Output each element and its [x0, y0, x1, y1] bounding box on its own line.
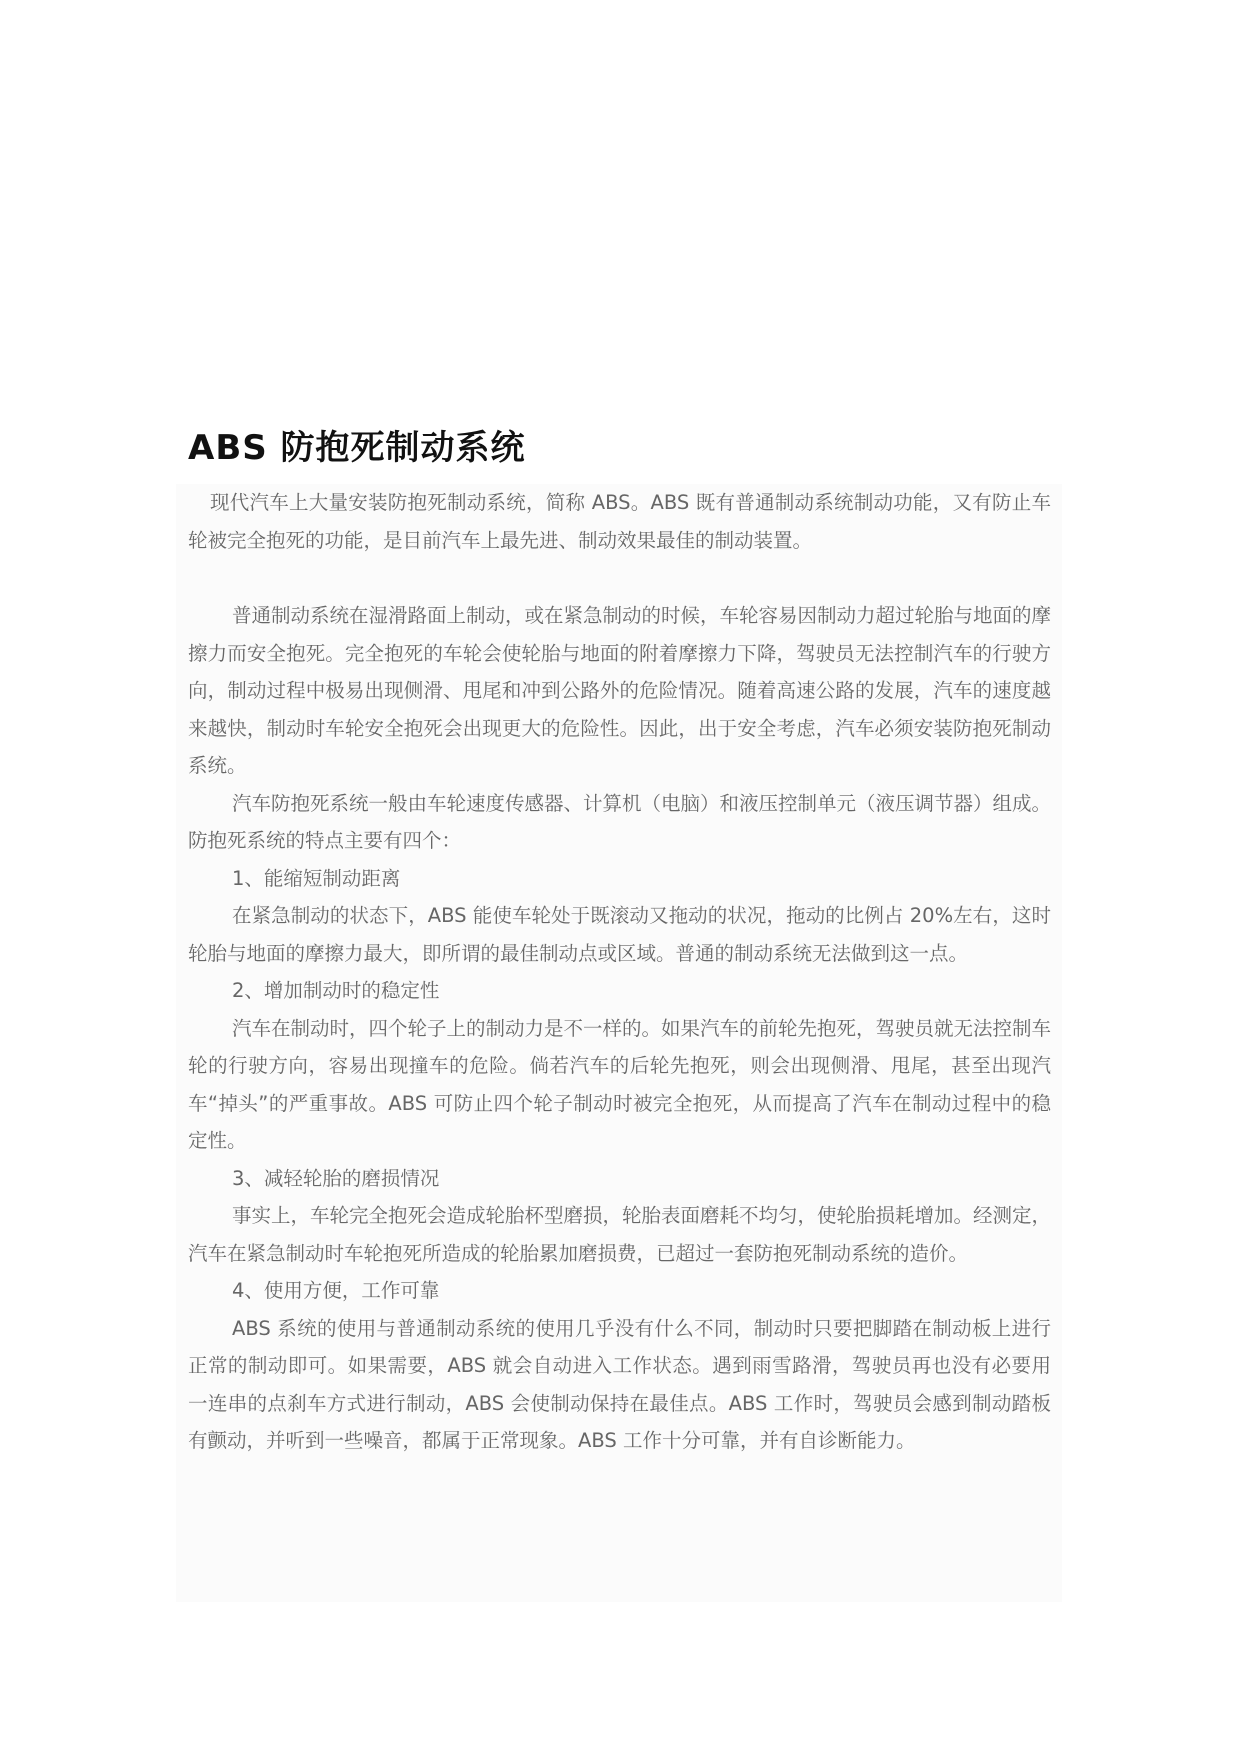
paragraph-intro: 现代汽车上大量安装防抱死制动系统，简称 ABS。ABS 既有普通制动系统制动功能，又有防止车轮被完全抱死的功能，是目前汽车上最先进、制动效果最佳的制动装置。	[188, 491, 1051, 552]
paragraph-body: 普通制动系统在湿滑路面上制动，或在紧急制动的时候，车轮容易因制动力超过轮胎与地面的摩擦力而安全抱死。完全抱死的车轮会使轮胎与地面的附着摩擦力下降，驾驶员无法控制汽车的行驶方向，制动过程中极易出现侧滑、甩尾和冲到公路外的危险情况。随着高速公路的发展，汽车的速度越来越快，制动时车轮安全抱死会出现更大的危险性。因此，出于安全考虑，汽车必须安装防抱死制动系统。	[188, 604, 1052, 777]
section-heading: 4、使用方便，工作可靠	[232, 1279, 440, 1302]
paragraph-gap	[188, 559, 1051, 597]
paragraph-body: 汽车在制动时，四个轮子上的制动力是不一样的。如果汽车的前轮先抱死，驾驶员就无法控制车轮的行驶方向，容易出现撞车的危险。倘若汽车的后轮先抱死，则会出现侧滑、甩尾，甚至出现汽车“掉头”的严重事故。ABS 可防止四个轮子制动时被完全抱死，从而提高了汽车在制动过程中的稳定性。	[188, 1016, 1052, 1152]
section-heading: 2、增加制动时的稳定性	[232, 979, 440, 1002]
paragraph-body: ABS 系统的使用与普通制动系统的使用几乎没有什么不同，制动时只要把脚踏在制动板上进行正常的制动即可。如果需要，ABS 就会自动进入工作状态。遇到雨雪路滑，驾驶员再也没有必要用一连串的点刹车方式进行制动，ABS 会使制动保持在最佳点。ABS 工作时，驾驶员会感到制动踏板有颤动，并听到一些噪音，都属于正常现象。ABS 工作十分可靠，并有自诊断能力。	[188, 1316, 1051, 1452]
document-body	[176, 484, 1062, 1602]
paragraph-body: 汽车防抱死系统一般由车轮速度传感器、计算机（电脑）和液压控制单元（液压调节器）组成。防抱死系统的特点主要有四个：	[188, 791, 1052, 852]
paragraph-body: 在紧急制动的状态下，ABS 能使车轮处于既滚动又拖动的状况，拖动的比例占 20%左右，这时轮胎与地面的摩擦力最大，即所谓的最佳制动点或区域。普通的制动系统无法做到这一点。	[188, 904, 1051, 965]
section-heading: 3、减轻轮胎的磨损情况	[232, 1166, 440, 1190]
paragraph-body: 事实上，车轮完全抱死会造成轮胎杯型磨损，轮胎表面磨耗不均匀，使轮胎损耗增加。经测定，汽车在紧急制动时车轮抱死所造成的轮胎累加磨损费，已超过一套防抱死制动系统的造价。	[188, 1204, 1052, 1265]
section-heading: 1、能缩短制动距离	[232, 866, 401, 890]
document-title: ABS 防抱死制动系统	[188, 428, 526, 468]
